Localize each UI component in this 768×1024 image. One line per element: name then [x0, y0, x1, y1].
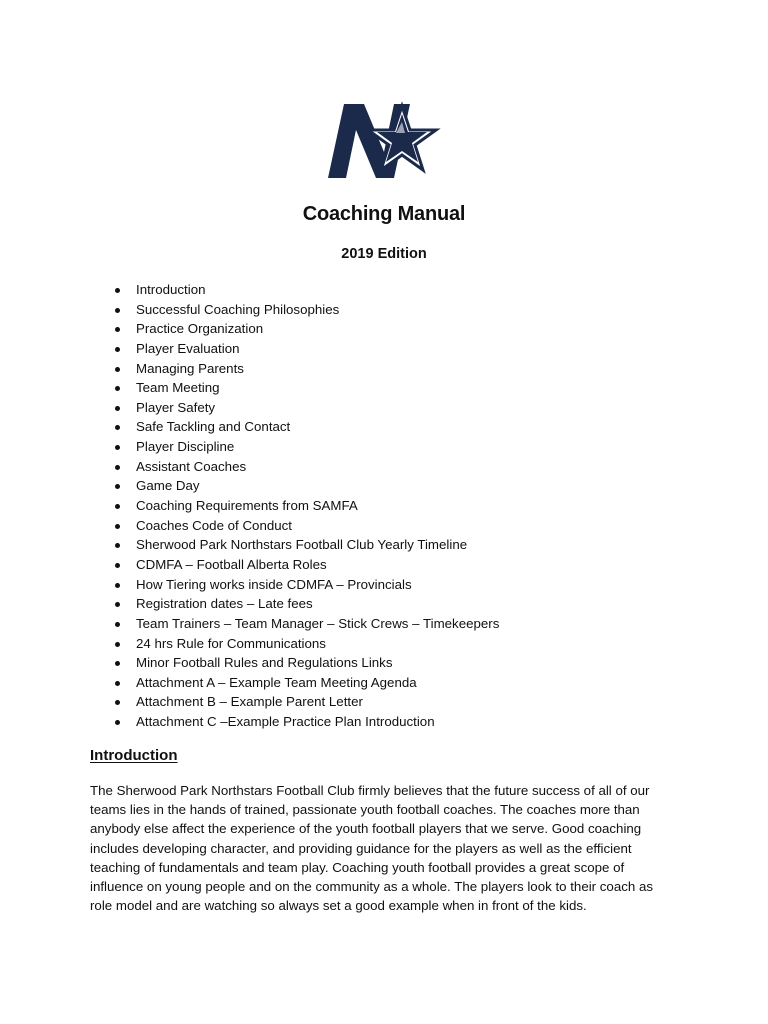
toc-item: [0, 437, 499, 457]
bullet-icon: [115, 484, 120, 489]
toc-item: [0, 417, 499, 437]
toc-item-label: Coaches Code of Conduct: [136, 517, 292, 533]
bullet-icon: [115, 504, 120, 509]
toc-item-label: CDMFA – Football Alberta Roles: [136, 556, 327, 572]
table-of-contents: [0, 280, 499, 732]
toc-item: [0, 378, 499, 398]
bullet-icon: [115, 563, 120, 568]
northstars-logo-icon: [326, 100, 444, 182]
bullet-icon: [115, 720, 120, 725]
document-title: Coaching Manual: [302, 203, 466, 225]
bullet-icon: [115, 288, 120, 293]
toc-item: [0, 476, 499, 496]
toc-item-label: Registration dates – Late fees: [136, 596, 313, 612]
section-heading-introduction: Introduction: [90, 747, 178, 764]
toc-item-label: Coaching Requirements from SAMFA: [136, 498, 358, 514]
bullet-icon: [115, 308, 120, 313]
toc-item: [0, 692, 499, 712]
toc-item: [0, 398, 499, 418]
toc-item-label: Attachment B – Example Parent Letter: [136, 694, 363, 710]
paragraph-line: influence on young people and on the community as a whole. The players look to their coach as: [90, 878, 654, 894]
toc-item-label: Team Trainers – Team Manager – Stick Crews – Timekeepers: [136, 615, 500, 631]
bullet-icon: [115, 445, 120, 450]
bullet-icon: [115, 700, 120, 705]
toc-item: [0, 496, 499, 516]
toc-item-label: Successful Coaching Philosophies: [136, 301, 340, 317]
bullet-icon: [115, 543, 120, 548]
toc-item-label: Attachment A – Example Team Meeting Agenda: [136, 674, 417, 690]
paragraph-line: includes developing character, and providing guidance for the players as well as the efficient: [90, 840, 632, 856]
toc-item: [0, 516, 499, 536]
toc-item-label: Player Evaluation: [136, 340, 240, 356]
toc-item-label: Player Safety: [136, 399, 216, 415]
bullet-icon: [115, 602, 120, 607]
introduction-paragraph: [90, 781, 690, 915]
toc-item: [0, 653, 499, 673]
toc-item: [0, 300, 499, 320]
bullet-icon: [115, 367, 120, 372]
toc-item: [0, 594, 499, 614]
bullet-icon: [115, 622, 120, 627]
bullet-icon: [115, 583, 120, 588]
toc-item: [0, 339, 499, 359]
toc-item: [0, 319, 499, 339]
toc-item: [0, 535, 499, 555]
document-edition: 2019 Edition: [341, 246, 427, 262]
toc-item-label: Safe Tackling and Contact: [136, 419, 291, 435]
toc-item-label: Minor Football Rules and Regulations Links: [136, 655, 393, 671]
paragraph-line: teams lies in the hands of trained, passionate youth football coaches. The coaches more than: [90, 802, 640, 818]
bullet-icon: [115, 661, 120, 666]
toc-item: [0, 614, 499, 634]
toc-item-label: How Tiering works inside CDMFA – Provincials: [136, 576, 412, 592]
bullet-icon: [115, 524, 120, 529]
toc-item-label: Managing Parents: [136, 360, 244, 376]
bullet-icon: [115, 327, 120, 332]
paragraph-line: anybody else affect the experience of the youth football players that we serve. Good coaching: [90, 821, 642, 837]
bullet-icon: [115, 681, 120, 686]
paragraph-line: The Sherwood Park Northstars Football Club firmly believes that the future success of all of our: [90, 783, 650, 798]
toc-item: [0, 555, 499, 575]
toc-item: [0, 673, 499, 693]
bullet-icon: [115, 465, 120, 470]
toc-item: [0, 457, 499, 477]
toc-item-label: Introduction: [136, 282, 206, 297]
bullet-icon: [115, 347, 120, 352]
toc-item: [0, 575, 499, 595]
bullet-icon: [115, 642, 120, 647]
toc-item-label: Practice Organization: [136, 321, 264, 337]
toc-item-label: Game Day: [136, 478, 200, 494]
toc-item: [0, 359, 499, 379]
toc-item-label: 24 hrs Rule for Communications: [136, 635, 326, 651]
toc-item-label: Sherwood Park Northstars Football Club Yearly Timeline: [136, 537, 468, 553]
bullet-icon: [115, 386, 120, 391]
paragraph-line: role model and are watching so always set a good example when in front of the kids.: [90, 898, 587, 914]
bullet-icon: [115, 425, 120, 430]
bullet-icon: [115, 406, 120, 411]
toc-item-label: Assistant Coaches: [136, 458, 247, 474]
paragraph-line: teaching of fundamentals and team play. Coaching youth football provides a great scope of: [90, 859, 625, 875]
toc-item-label: Team Meeting: [136, 380, 220, 396]
toc-item-label: Player Discipline: [136, 439, 235, 455]
toc-item: [0, 712, 499, 732]
toc-item: [0, 280, 499, 300]
toc-item-label: Attachment C –Example Practice Plan Introduction: [136, 714, 435, 730]
toc-item: [0, 634, 499, 654]
